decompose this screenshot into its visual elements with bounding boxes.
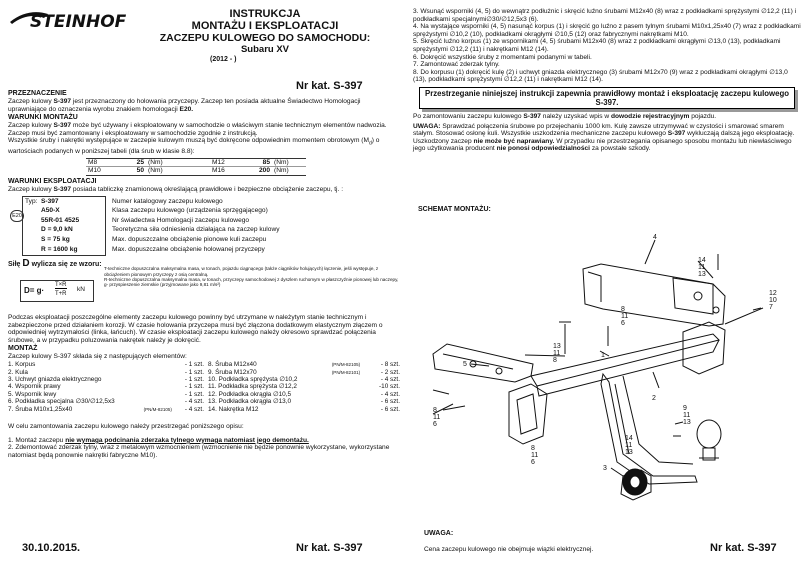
svg-text:9: 9 [683, 405, 687, 412]
part-item: 10. Podkładka sprężysta ∅10,2 - 4 szt. [208, 376, 400, 384]
logo-text: STEINHOF [30, 12, 127, 32]
logo-swoosh-icon [8, 8, 128, 32]
step-3: 3. Wsunąć wsporniki (4, 5) do wewnątrz podłużnic i skręcić luźno śrubami M12x40 (8) wraz z podkładkami sprężystymi ∅12,2 (11) i podkładkami specjalnymi∅30/∅12,5x3 (6). [413, 8, 797, 23]
svg-text:13: 13 [625, 449, 633, 456]
parts-list-left [8, 361, 204, 413]
part-item: 3. Uchwyt gniazda elektrycznego - 1 szt. [8, 376, 204, 384]
step-6: 6. Dokręcić wszystkie śruby z momentami podanymi w tabeli. [413, 53, 592, 61]
formula-definitions: T-techniczne dopuszczalna maksymalna masa, w tonach, pojazdu ciągnącego (także ciągników holujących) łączenie, jeśli występuje, z obciążeniem pionowym przyczepy z osią centralną. R-techniczne dopuszczalna maksymalna masa, w tonach, przyczepy samochodowej z dyszlem ruchomym w płaszczyźnie pionowej lub naczepy, g- przyspieszenie ziemskie (przyjmowane jako 9,81 m/s²) [104, 266, 399, 288]
uwaga-text: UWAGA: Sprawdzać połączenia śrubowe po przejechaniu 1000 km. Kulę zawsze utrzymywać w czystości i smarować smarem stałym. Stosować osłonę kuli. Wszystkie uszkodzenia mechaniczne zaczepu kulowego S-397 wykluczają dalszą jego eksploatację. Uszkodzony zaczep nie może być naprawiany. W przypadku nie przestrzegania opisanego sposobu montażu lub niewłaściwego jego użytkowania producent nie ponosi odpowiedzialności za powstałe szkody. [413, 122, 795, 153]
stack-tr [621, 306, 628, 327]
part-item: 13. Podkładka okrągła ∅13,0 - 6 szt. [208, 398, 400, 406]
plate-row: S = 75 kg Max. dopuszczalne obciążenie pionowe kuli zaczepu [41, 236, 267, 244]
svg-text:6: 6 [621, 320, 625, 327]
svg-text:13: 13 [698, 271, 706, 278]
vehicle-name: Subaru XV [240, 44, 290, 55]
label-2: 2 [652, 395, 656, 402]
svg-text:11: 11 [698, 264, 706, 271]
przeznaczenie-heading: PRZEZNACZENIE [8, 90, 67, 97]
ball-neck [601, 374, 697, 484]
part-item: 1. Korpus - 1 szt. [8, 361, 204, 369]
part-item: 7. Śruba M10x1,25x40 (PN/M-82105) - 4 szt. [8, 405, 204, 413]
svg-text:6: 6 [433, 421, 437, 428]
svg-text:14: 14 [698, 257, 706, 264]
svg-text:14: 14 [625, 435, 633, 442]
montaz-intro: Zaczep kulowy S-397 składa się z następujących elementów: [8, 352, 187, 360]
torque-table [86, 158, 306, 176]
torque-row: M8 25 (Nm) M12 85 (Nm) [86, 158, 306, 167]
registration-note: Po zamontowaniu zaczepu kulowego S-397 należy uzyskać wpis w dowodzie rejestracyjnym pojazdu. [413, 112, 717, 120]
stack-top [698, 257, 706, 278]
parts-list-right [208, 361, 400, 413]
step-2: 2. Zdemontować zderzak tylny, wraz z metalowym wzmocnieniem (wzmocnienie nie będzie ponownie wykorzystane, wykorzystane natomiast będą ponownie nakrętki fabryczne M10). [8, 444, 390, 459]
svg-text:8: 8 [531, 445, 535, 452]
svg-text:10: 10 [769, 297, 777, 304]
title-montazu: MONTAŻU I EKSPLOATACJI [191, 20, 339, 32]
torque-row: M10 50 (Nm) M16 200 (Nm) [86, 167, 306, 176]
left-column [8, 90, 400, 460]
svg-text:8: 8 [553, 357, 557, 364]
catalog-number-top: Nr kat. S-397 [296, 80, 363, 92]
part-item: 5. Wspornik lewy - 1 szt. [8, 390, 204, 398]
step-7: 7. Zamontować zderzak tylny. [413, 61, 500, 69]
svg-text:11: 11 [553, 350, 561, 357]
stack-bm [625, 435, 633, 456]
svg-text:12: 12 [769, 290, 777, 297]
tow-ball [697, 420, 721, 448]
stack-left [433, 407, 440, 428]
label-4: 4 [653, 234, 657, 241]
step-5: 5. Skręcić luźno korpus (1) ze wspornikami (4, 5) śrubami M12x40 (8) wraz z podkładkami okrągłymi ∅13,0 (13), podkładkami sprężystymi ∅12,2 (11) i nakrętkami M12 (14). [413, 38, 781, 53]
part-item: 11. Podkładka sprężysta ∅12,2 -10 szt. [208, 383, 400, 391]
step-8: 8. Do korpusu (1) dokręcić kulę (2) i uchwyt gniazda elektrycznego (3) śrubami M12x70 (9) wraz z podkładkami okrągłymi ∅13,0 (13), podkładkami sprężystymi ∅12,2 (11) i nakrętkami M12 (14). [413, 68, 788, 84]
rating-plate [8, 196, 400, 258]
plate-row: A50-X Klasa zaczepu kulowego (urządzenia sprzęgającego) [41, 207, 268, 215]
e20-mark: E20 [10, 210, 24, 222]
stack-right [769, 290, 777, 311]
svg-text:11: 11 [683, 412, 691, 419]
header [130, 8, 400, 64]
stack-mid [553, 343, 561, 364]
svg-text:13: 13 [683, 419, 691, 426]
assembly-diagram [413, 214, 801, 529]
date: 30.10.2015. [22, 542, 81, 554]
svg-text:8: 8 [621, 306, 625, 313]
label-3: 3 [603, 465, 607, 472]
warunki-eksploatacji-heading: WARUNKI EKSPLOATACJI [8, 178, 97, 186]
przeznaczenie-text: Zaczep kulowy S-397 jest przeznaczony do holowania przyczepy. Zaczep ten posiada aktualne Świadectwo Homologacji uprawniające do oznaczenia wyrobu znakiem homologacji E20. [8, 98, 361, 113]
svg-text:11: 11 [625, 442, 633, 449]
part-item: 8. Śruba M12x40 (PN/M-82105) - 8 szt. [208, 361, 400, 369]
bottom-note: Cena zaczepu kulowego nie obejmuje wiązki elektrycznej. [424, 546, 594, 553]
vehicle-years: (2012 - ) [210, 56, 237, 63]
part-item: 14. Nakrętka M12 - 6 szt. [208, 405, 400, 413]
svg-text:6: 6 [531, 459, 535, 466]
part-item: 9. Śruba M12x70 (PN/M-82101) - 2 szt. [208, 368, 400, 376]
label-1: 1 [601, 352, 605, 359]
step-4: 4. Na wystające wsporniki (4, 5) nasunąć korpus (1) i skręcić go luźno z pasem tylnym śrubami M10x1,25x40 (7) wraz z podkładkami sprężystymi ∅10,2 (10), podkładkami okrągłymi ∅10,5 (12) oraz fabrycznymi nakrętkami M10. [413, 23, 801, 38]
svg-text:7: 7 [769, 304, 773, 311]
part-item: 2. Kula - 1 szt. [8, 368, 204, 376]
step-1: 1. Montaż zaczepu nie wymaga podcinania zderzaka tylnego wymaga natomiast jego demontażu. [8, 436, 309, 444]
part-item: 6. Podkładka specjalna ∅30/∅12,5x3 - 4 szt. [8, 398, 204, 406]
plate-row: Typ: S-397 Numer katalogowy zaczepu kulowego [25, 197, 223, 205]
warunki-montazu-heading: WARUNKI MONTAŻU [8, 114, 78, 122]
formula-heading: Siłę D wylicza się ze wzoru: [8, 257, 102, 269]
bottom-uwaga: UWAGA: [424, 530, 454, 537]
title-zaczepu: ZACZEPU KULOWEGO DO SAMOCHODU: [159, 32, 371, 44]
warunki-eksploatacji-text: Zaczep kulowy S-397 posiada tabliczkę znamionową określającą prawidłowe i bezpieczne obciążenie zaczepu, tj. : [8, 186, 344, 194]
right-column [413, 8, 801, 153]
plate-row: 55R-01 4525 Nr świadectwa Homologacji zaczepu kulowego [41, 216, 250, 224]
svg-text:11: 11 [621, 313, 629, 320]
svg-text:11: 11 [531, 452, 539, 459]
formula-block [8, 268, 400, 312]
part-item: 4. Wspornik prawy - 1 szt. [8, 383, 204, 391]
opis-intro: W celu zamontowania zaczepu kulowego należy przestrzegać poniższego opisu: [8, 423, 244, 431]
part-item: 12. Podkładka okrągła ∅10,5 - 4 szt. [208, 390, 400, 398]
montaz-heading: MONTAŻ [8, 344, 38, 352]
svg-text:13: 13 [553, 343, 561, 350]
warunki-montazu-text: Zaczep kulowy S-397 może być używany i eksploatowany w samochodzie o właściwym stanie technicznym elementów nadwozia. Zaczep musi być zamontowany i eksploatowany w samochodzie zgodnie z instrukcją. [8, 122, 387, 137]
formula-box: D= g· T×R T+R kN [20, 280, 94, 302]
notice-box-shadow [419, 87, 795, 109]
svg-text:11: 11 [433, 414, 441, 421]
steinhof-logo [8, 8, 128, 30]
stack-bl [531, 445, 538, 466]
schemat-heading: SCHEMAT MONTAŻU: [418, 206, 491, 213]
stack-br [683, 405, 691, 426]
rating-plate-table [24, 197, 281, 255]
eksploatacja-text: Podczas eksploatacji poszczególne elementy zaczepu kulowego powinny być utrzymane w należytym stanie technicznym i zabezpieczone przed działaniem korozji. W czasie holowania przyczepa musi być złączona dodatkowym elastycznym złączem o odpowiedniej wytrzymałości (linka, łańcuch). W czasie eksploatacji zaczepu kulowego należy okresowo sprawdzać połączenia śrubowe, a w przypadku poluzowania nakrętek należy je dokręcić. [8, 314, 383, 345]
svg-text:8: 8 [433, 407, 437, 414]
title-instrukcja: INSTRUKCJA [229, 8, 301, 20]
catalog-number-bottom-left: Nr kat. S-397 [296, 542, 363, 554]
notice-box: Przestrzeganie niniejszej instrukcji zapewnia prawidłowy montaż i eksploatację zaczepu kulowego S-397. [419, 87, 795, 109]
parts-list [8, 361, 400, 417]
catalog-number-bottom-right: Nr kat. S-397 [710, 542, 777, 554]
label-5: 5 [463, 361, 467, 368]
torque-intro: Wszystkie śruby i nakrętki występujące w zaczepie kulowym muszą być dokręcone odpowiednim momentem obrotowym $(M_d)$ o wartościach podanych w poniższej tabeli (dla śrub w klasie 8.8): [8, 137, 380, 156]
main-body [531, 334, 719, 386]
plate-row: D = 9,0 kN Teoretyczna siła odniesienia działająca na zaczep kulowy [41, 226, 280, 234]
plate-row: R = 1600 kg Max. dopuszczalne obciążenie holowanej przyczepy [41, 245, 265, 253]
